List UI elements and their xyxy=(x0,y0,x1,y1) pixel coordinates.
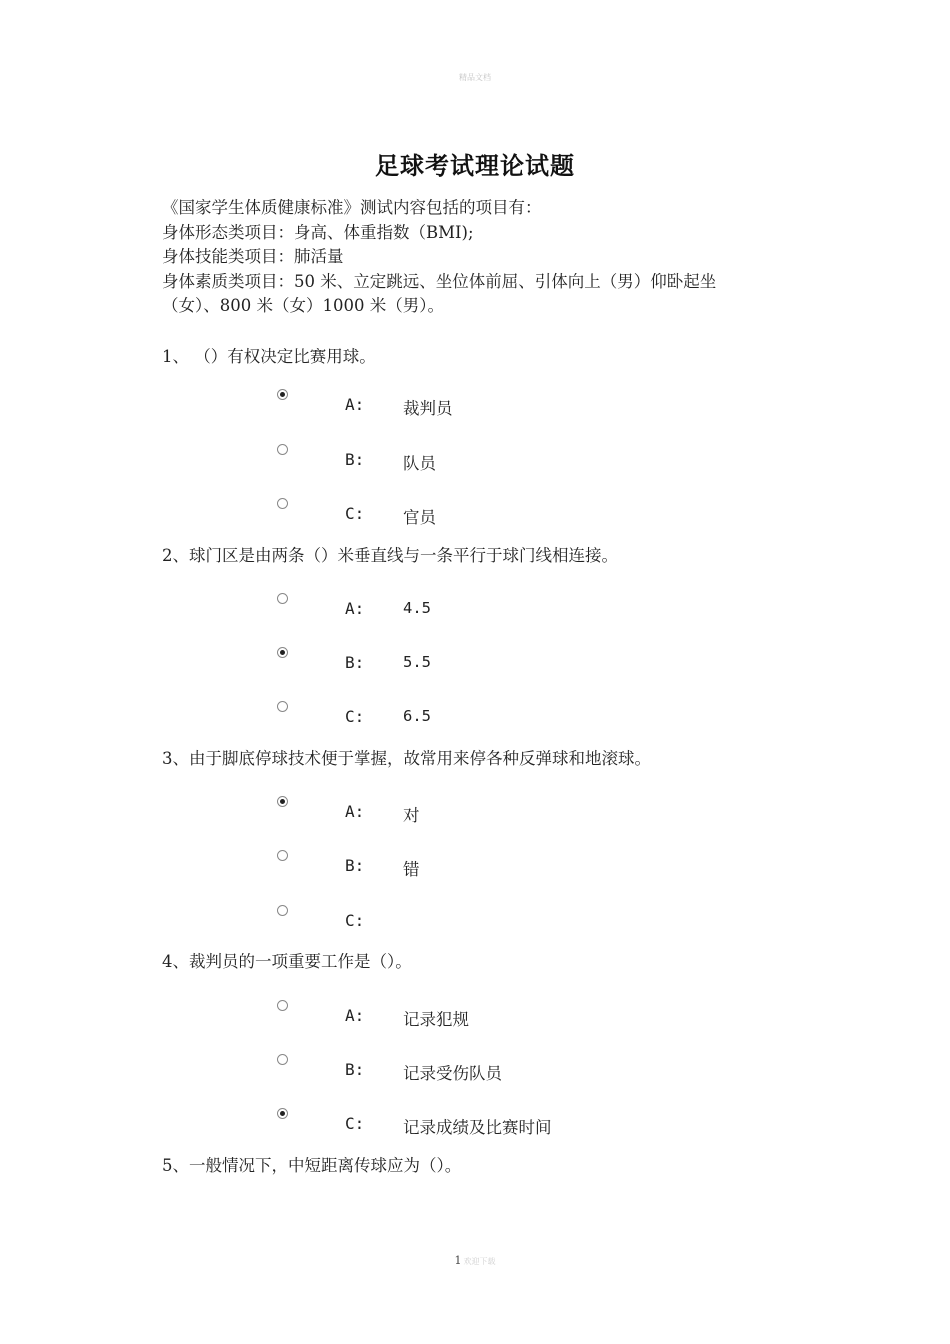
option-text: 记录受伤队员 xyxy=(403,1064,502,1083)
radio-button-icon[interactable] xyxy=(277,701,288,712)
option-letter: A: xyxy=(345,395,365,414)
page-title: 足球考试理论试题 xyxy=(375,151,575,180)
question-2-option-b[interactable] xyxy=(0,644,950,684)
question-1-option-a[interactable] xyxy=(0,386,950,426)
option-text: 队员 xyxy=(403,454,436,473)
option-letter: B: xyxy=(345,450,365,469)
option-text: 记录犯规 xyxy=(403,1010,469,1029)
question-4-option-a[interactable] xyxy=(0,997,950,1037)
option-letter: B: xyxy=(345,856,365,875)
page-number: 1 xyxy=(454,1254,462,1267)
intro-line: 身体素质类项目：50 米、立定跳远、坐位体前屈、引体向上（男）仰卧起坐 xyxy=(162,271,717,291)
option-letter: C: xyxy=(345,1114,365,1133)
option-text: 5.5 xyxy=(403,653,431,671)
option-letter: A: xyxy=(345,1006,365,1025)
question-2-option-a[interactable] xyxy=(0,590,950,630)
option-letter: C: xyxy=(345,707,365,726)
question-1-option-c[interactable] xyxy=(0,495,950,535)
option-text: 4.5 xyxy=(403,599,431,617)
intro-line: 身体形态类项目：身高、体重指数（BMI); xyxy=(162,222,474,242)
option-letter: B: xyxy=(345,1060,365,1079)
radio-button-icon[interactable] xyxy=(277,647,288,658)
radio-button-icon[interactable] xyxy=(277,796,288,807)
radio-button-icon[interactable] xyxy=(277,593,288,604)
option-text: 错 xyxy=(403,860,420,879)
radio-button-icon[interactable] xyxy=(277,498,288,509)
option-text: 记录成绩及比赛时间 xyxy=(403,1118,552,1137)
question-4-text: 4、裁判员的一项重要工作是（）。 xyxy=(162,952,412,971)
question-1-text: 1、 （）有权决定比赛用球。 xyxy=(162,347,376,366)
question-3-option-c[interactable] xyxy=(0,902,950,942)
radio-button-icon[interactable] xyxy=(277,1108,288,1119)
question-3-option-a[interactable] xyxy=(0,793,950,833)
option-letter: C: xyxy=(345,911,365,930)
radio-button-icon[interactable] xyxy=(277,1054,288,1065)
question-4-option-b[interactable] xyxy=(0,1051,950,1091)
question-5-text: 5、一般情况下，中短距离传球应为（）。 xyxy=(162,1156,462,1175)
option-text: 6.5 xyxy=(403,707,431,725)
radio-button-icon[interactable] xyxy=(277,444,288,455)
radio-button-icon[interactable] xyxy=(277,1000,288,1011)
radio-button-icon[interactable] xyxy=(277,905,288,916)
radio-button-icon[interactable] xyxy=(277,389,288,400)
footer-note: 欢迎下载 xyxy=(463,1257,496,1266)
question-2-option-c[interactable] xyxy=(0,698,950,738)
intro-line: 《国家学生体质健康标准》测试内容包括的项目有： xyxy=(162,198,542,217)
page-footer xyxy=(0,1254,950,1267)
question-1-option-b[interactable] xyxy=(0,441,950,481)
question-3-option-b[interactable] xyxy=(0,847,950,887)
option-text: 官员 xyxy=(403,508,436,527)
option-text: 裁判员 xyxy=(403,399,453,418)
option-text: 对 xyxy=(403,806,420,825)
header-watermark: 精品文档 xyxy=(459,73,491,82)
question-2-text: 2、球门区是由两条（）米垂直线与一条平行于球门线相连接。 xyxy=(162,546,618,565)
intro-line: （女）、800 米（女）1000 米（男）。 xyxy=(162,296,444,316)
option-letter: A: xyxy=(345,802,365,821)
radio-button-icon[interactable] xyxy=(277,850,288,861)
intro-section xyxy=(162,196,802,319)
option-letter: A: xyxy=(345,599,365,618)
option-letter: C: xyxy=(345,504,365,523)
question-3-text: 3、由于脚底停球技术便于掌握，故常用来停各种反弹球和地滚球。 xyxy=(162,749,651,768)
intro-line: 身体技能类项目：肺活量 xyxy=(162,247,344,267)
option-letter: B: xyxy=(345,653,365,672)
question-4-option-c[interactable] xyxy=(0,1105,950,1145)
